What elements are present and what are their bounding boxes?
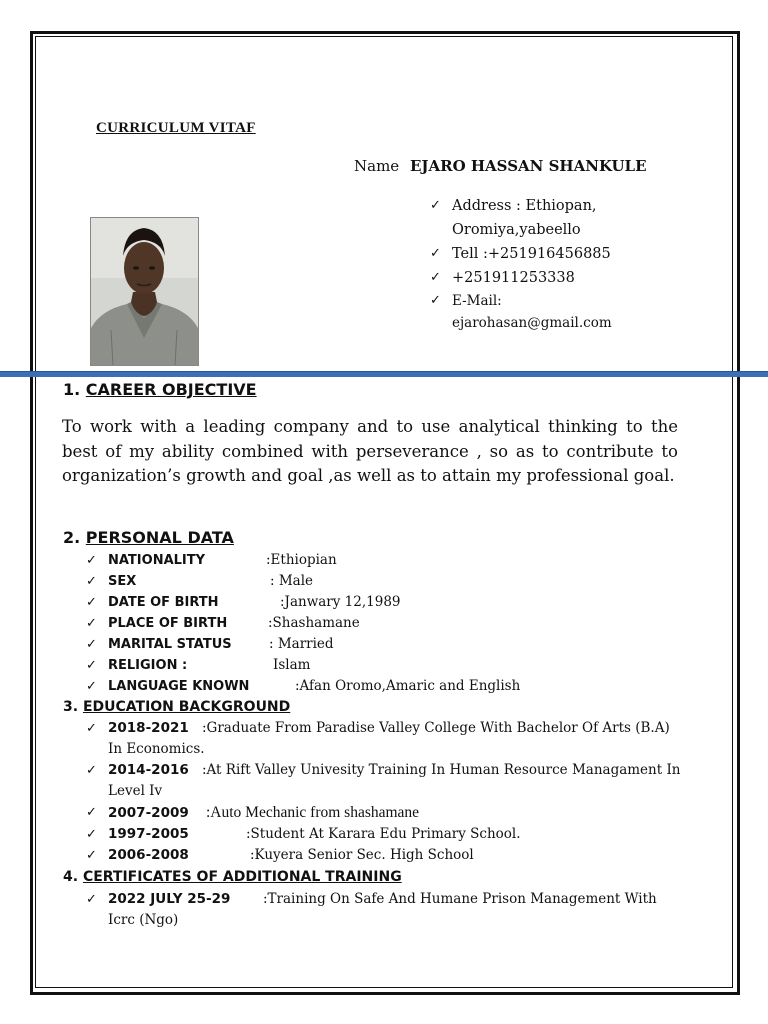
entry-text: :Training On Safe And Humane Prison Management With Icrc (Ngo) [108, 891, 657, 928]
career-objective-heading: 1. CAREER OBJECTIVE [63, 380, 257, 399]
portrait-image [91, 218, 198, 365]
list-item [86, 634, 520, 655]
field-value: :Ethiopian [266, 552, 337, 568]
list-item [86, 676, 520, 697]
field-value: :Afan Oromo,Amaric and English [295, 678, 521, 694]
check-icon: ✓ [86, 721, 97, 736]
training-date: 2022 JULY 25-29 [108, 891, 231, 907]
check-icon: ✓ [86, 848, 97, 863]
year-range: 1997-2005 [108, 826, 189, 842]
entry-text: :Kuyera Senior Sec. High School [250, 847, 474, 863]
document-title: CURRICULUM VITAF [96, 120, 256, 136]
check-icon: ✓ [430, 246, 441, 261]
check-icon: ✓ [86, 805, 97, 820]
name-value: EJARO HASSAN SHANKULE [409, 157, 647, 175]
list-item [86, 802, 684, 824]
contact-address: ✓ Address : Ethiopan, Oromiya,yabeello [430, 194, 660, 242]
list-item [86, 655, 520, 676]
check-icon: ✓ [86, 595, 97, 610]
field-label: RELIGION : [108, 658, 188, 673]
personal-data-heading: 2. PERSONAL DATA [63, 528, 234, 547]
contact-phone: ✓ Tell :+251916456885 [430, 242, 660, 266]
field-value: :Janwary 12,1989 [280, 594, 401, 610]
field-value: Islam [273, 657, 311, 673]
field-label: PLACE OF BIRTH [108, 616, 228, 631]
list-item [86, 571, 520, 592]
check-icon: ✓ [430, 198, 441, 213]
section-divider [0, 371, 768, 377]
contact-email: ✓ E-Mail: ejarohasan@gmail.com [430, 290, 660, 334]
profile-photo [90, 217, 199, 366]
check-icon: ✓ [86, 827, 97, 842]
career-objective-text: To work with a leading company and to use analytical thinking to the best of my ability combined with perseverance , so as to contribute to organization’s growth and goal ,as well as to attain my professional goal. [62, 417, 678, 485]
field-label: MARITAL STATUS [108, 637, 232, 652]
list-item [86, 550, 520, 571]
field-label: LANGUAGE KNOWN [108, 679, 250, 694]
check-icon: ✓ [86, 763, 97, 778]
name-line [354, 157, 647, 175]
field-value: :Shashamane [268, 615, 360, 631]
list-item [86, 824, 684, 845]
year-range: 2018-2021 [108, 720, 189, 736]
check-icon: ✓ [430, 270, 441, 285]
field-label: SEX [108, 574, 137, 589]
name-label: Name [354, 157, 400, 175]
contact-list [430, 194, 660, 334]
entry-text: :Student At Karara Edu Primary School. [246, 826, 521, 842]
field-value: : Married [269, 636, 334, 652]
education-list [86, 718, 684, 866]
check-icon: ✓ [86, 574, 97, 589]
year-range: 2014-2016 [108, 762, 189, 778]
list-item [86, 889, 684, 931]
check-icon: ✓ [86, 892, 97, 907]
list-item [86, 613, 520, 634]
check-icon: ✓ [86, 658, 97, 673]
certificates-heading: 4. CERTIFICATES OF ADDITIONAL TRAINING [63, 869, 402, 885]
contact-phone-2: ✓ +251911253338 [430, 266, 660, 290]
check-icon: ✓ [86, 637, 97, 652]
certificates-list [86, 889, 684, 931]
list-item [86, 718, 684, 760]
list-item [86, 592, 520, 613]
check-icon: ✓ [86, 553, 97, 568]
field-label: NATIONALITY [108, 553, 206, 568]
list-item [86, 760, 684, 802]
field-label: DATE OF BIRTH [108, 595, 219, 610]
personal-data-list [86, 550, 520, 697]
field-value: : Male [270, 573, 314, 589]
education-heading: 3. EDUCATION BACKGROUND [63, 699, 291, 715]
list-item [86, 845, 684, 866]
entry-text: :At Rift Valley Univesity Training In Human Resource Managament In Level Iv [108, 762, 681, 799]
entry-text: :Auto Mechanic from shashamane [206, 804, 420, 821]
check-icon: ✓ [86, 616, 97, 631]
check-icon: ✓ [430, 293, 441, 308]
year-range: 2006-2008 [108, 847, 189, 863]
year-range: 2007-2009 [108, 805, 189, 821]
check-icon: ✓ [86, 679, 97, 694]
entry-text: :Graduate From Paradise Valley College With Bachelor Of Arts (B.A) In Economics. [108, 720, 670, 757]
